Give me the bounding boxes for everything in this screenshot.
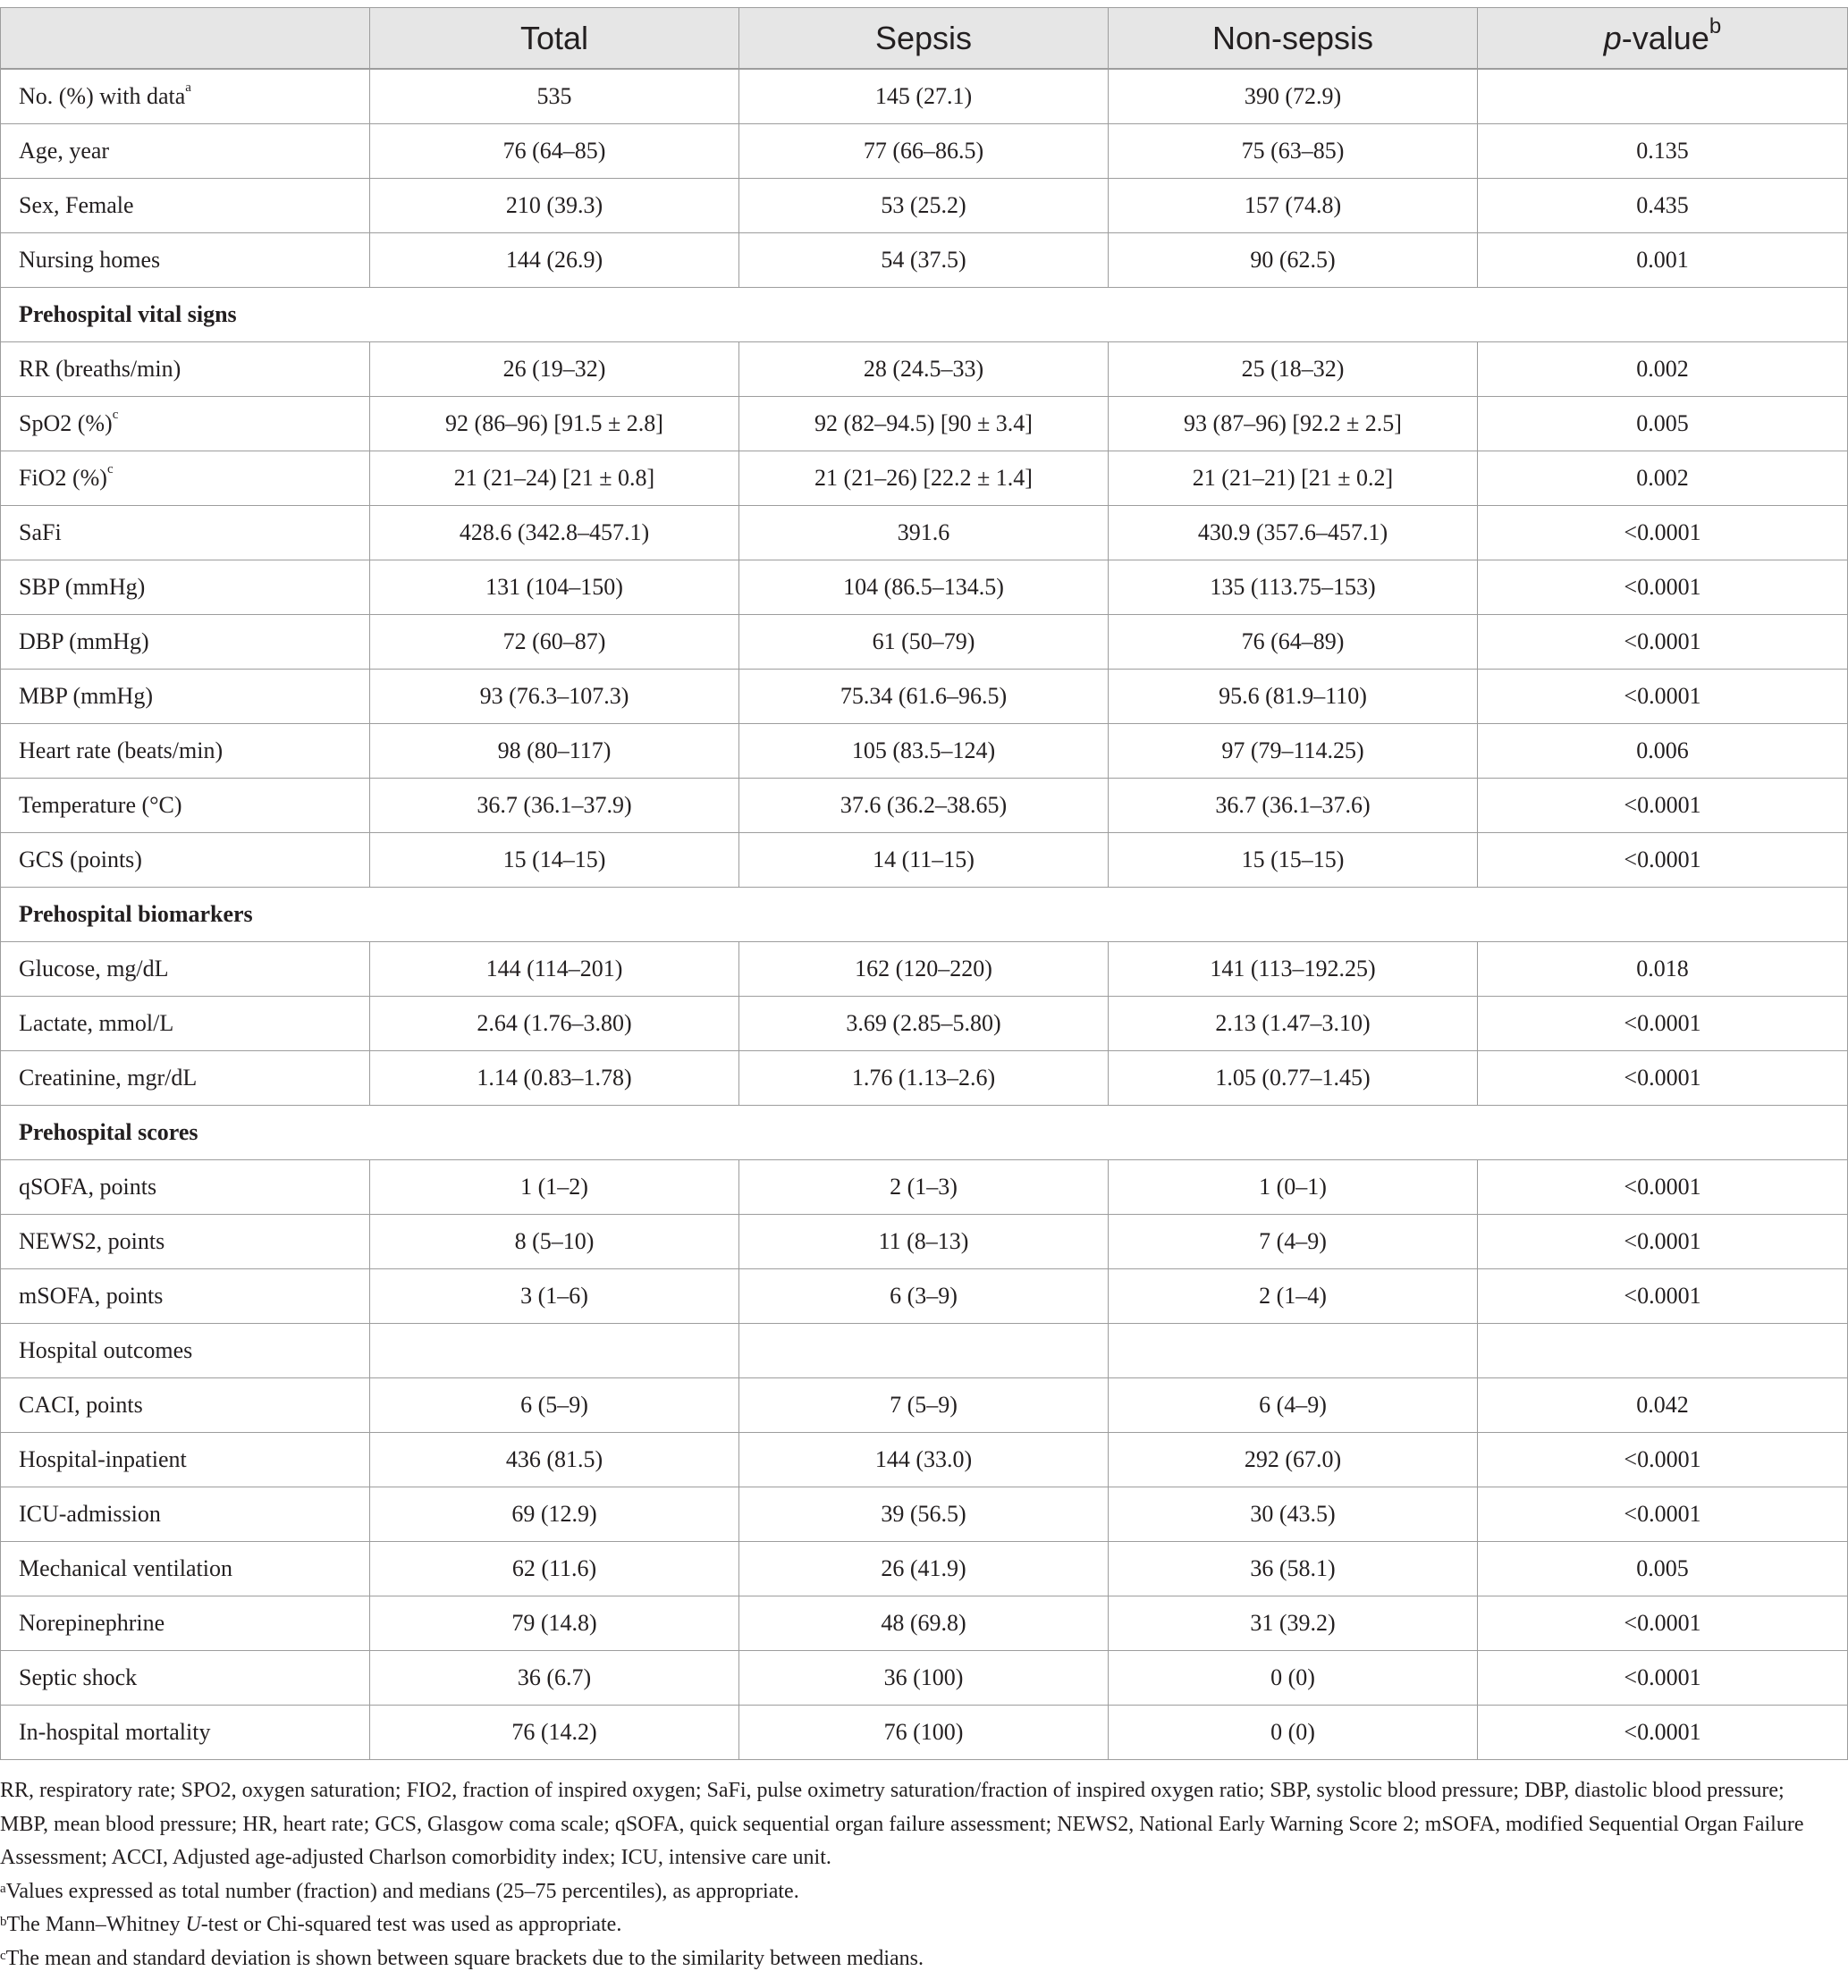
cell-total: 144 (26.9) (370, 233, 739, 288)
cell-non-sepsis: 2 (1–4) (1109, 1269, 1478, 1324)
table-row (1, 1269, 1848, 1324)
row-label-text: SaFi (19, 519, 62, 545)
cell-p-value: <0.0001 (1478, 1433, 1848, 1487)
cell-total: 8 (5–10) (370, 1215, 739, 1269)
cell-p-value: 0.005 (1478, 1542, 1848, 1596)
cell-non-sepsis: 36 (58.1) (1109, 1542, 1478, 1596)
cell-sepsis: 7 (5–9) (739, 1378, 1109, 1433)
cell-total: 79 (14.8) (370, 1596, 739, 1651)
cell-p-value: 0.135 (1478, 124, 1848, 179)
table-row (1, 1542, 1848, 1596)
row-label-text: Hospital outcomes (19, 1337, 193, 1363)
cell-p-value: <0.0001 (1478, 1706, 1848, 1760)
section-title: Prehospital biomarkers (1, 888, 1848, 942)
row-label-text: Age, year (19, 138, 110, 164)
cell-non-sepsis: 76 (64–89) (1109, 615, 1478, 670)
cell-total: 144 (114–201) (370, 942, 739, 997)
row-label (1, 1324, 370, 1378)
table-row (1, 670, 1848, 724)
cell-p-value: <0.0001 (1478, 1160, 1848, 1215)
row-label-text: Septic shock (19, 1664, 138, 1690)
cell-p-value: <0.0001 (1478, 1651, 1848, 1706)
table-body (1, 69, 1848, 1760)
cell-total: 92 (86–96) [91.5 ± 2.8] (370, 397, 739, 451)
cell-sepsis: 77 (66–86.5) (739, 124, 1109, 179)
cell-non-sepsis: 7 (4–9) (1109, 1215, 1478, 1269)
row-label-text: Norepinephrine (19, 1610, 165, 1636)
table-row (1, 342, 1848, 397)
cell-total: 36 (6.7) (370, 1651, 739, 1706)
header-non-sepsis: Non-sepsis (1109, 8, 1478, 70)
cell-total: 2.64 (1.76–3.80) (370, 997, 739, 1051)
row-label (1, 1651, 370, 1706)
cell-total (370, 1324, 739, 1378)
cell-non-sepsis: 15 (15–15) (1109, 833, 1478, 888)
cell-sepsis: 14 (11–15) (739, 833, 1109, 888)
cell-non-sepsis: 21 (21–21) [21 ± 0.2] (1109, 451, 1478, 506)
cell-total: 1.14 (0.83–1.78) (370, 1051, 739, 1106)
row-label (1, 670, 370, 724)
cell-total: 210 (39.3) (370, 179, 739, 233)
cell-total: 21 (21–24) [21 ± 0.8] (370, 451, 739, 506)
cell-p-value: <0.0001 (1478, 1051, 1848, 1106)
cell-sepsis: 53 (25.2) (739, 179, 1109, 233)
footnote-b-text-2: -test or Chi-squared test was used as appropriate. (200, 1913, 622, 1936)
row-label-text: NEWS2, points (19, 1228, 165, 1254)
table-row (1, 1160, 1848, 1215)
table-row (1, 1487, 1848, 1542)
row-label-text: Hospital-inpatient (19, 1446, 187, 1472)
table-row (1, 233, 1848, 288)
section-header-row (1, 1106, 1848, 1160)
table-row (1, 506, 1848, 560)
footnote-b-mark: b (0, 1915, 7, 1929)
cell-total: 3 (1–6) (370, 1269, 739, 1324)
cell-p-value: 0.006 (1478, 724, 1848, 779)
cell-sepsis: 75.34 (61.6–96.5) (739, 670, 1109, 724)
cell-non-sepsis: 135 (113.75–153) (1109, 560, 1478, 615)
cell-sepsis: 76 (100) (739, 1706, 1109, 1760)
row-label (1, 451, 370, 506)
section-title: Prehospital scores (1, 1106, 1848, 1160)
cell-p-value: 0.002 (1478, 451, 1848, 506)
row-label (1, 1160, 370, 1215)
row-label (1, 1487, 370, 1542)
row-label (1, 833, 370, 888)
cell-total: 131 (104–150) (370, 560, 739, 615)
cell-p-value: <0.0001 (1478, 670, 1848, 724)
row-label-text: No. (%) with data (19, 83, 186, 109)
footnote-abbreviations: RR, respiratory rate; SPO2, oxygen saturation; FIO2, fraction of inspired oxygen; SaFi, pulse oximetry saturation/fraction of inspired oxygen ratio; SBP, systolic blood pressure; DBP, diastolic blood pressure; MBP, mean blood pressure; HR, heart rate; GCS, Glasgow coma scale; qSOFA, quick sequential organ failure assessment; NEWS2, National Early Warning Score 2; mSOFA, modified Sequential Organ Failure Assessment; ACCI, Adjusted age-adjusted Charlson comorbidity index; ICU, intensive care unit. (0, 1779, 1804, 1869)
footnote-a-text: Values expressed as total number (fraction) and medians (25–75 percentiles), as appropriate. (5, 1879, 799, 1903)
table-row (1, 1596, 1848, 1651)
cell-non-sepsis (1109, 1324, 1478, 1378)
cell-p-value: <0.0001 (1478, 997, 1848, 1051)
cell-non-sepsis: 31 (39.2) (1109, 1596, 1478, 1651)
cell-total: 428.6 (342.8–457.1) (370, 506, 739, 560)
cell-non-sepsis: 36.7 (36.1–37.6) (1109, 779, 1478, 833)
row-label (1, 233, 370, 288)
row-label (1, 724, 370, 779)
table-row (1, 833, 1848, 888)
cell-sepsis: 2 (1–3) (739, 1160, 1109, 1215)
cell-total: 69 (12.9) (370, 1487, 739, 1542)
row-label (1, 124, 370, 179)
cell-p-value: <0.0001 (1478, 1596, 1848, 1651)
section-title: Prehospital vital signs (1, 288, 1848, 342)
cell-sepsis: 61 (50–79) (739, 615, 1109, 670)
cell-p-value: <0.0001 (1478, 779, 1848, 833)
footnote-c-text: The mean and standard deviation is shown between square brackets due to the similarity between medians. (5, 1946, 924, 1970)
cell-non-sepsis: 2.13 (1.47–3.10) (1109, 997, 1478, 1051)
cell-non-sepsis: 157 (74.8) (1109, 179, 1478, 233)
cell-non-sepsis: 0 (0) (1109, 1651, 1478, 1706)
row-label-text: MBP (mmHg) (19, 683, 153, 709)
row-label-text: SBP (mmHg) (19, 574, 146, 600)
cell-sepsis: 1.76 (1.13–2.6) (739, 1051, 1109, 1106)
header-p-italic: p (1603, 19, 1622, 56)
row-label-text: CACI, points (19, 1392, 143, 1418)
cell-total: 76 (14.2) (370, 1706, 739, 1760)
row-label-text: In-hospital mortality (19, 1719, 211, 1745)
row-label (1, 1433, 370, 1487)
cell-sepsis: 36 (100) (739, 1651, 1109, 1706)
row-label-text: Nursing homes (19, 247, 161, 273)
cell-sepsis (739, 1324, 1109, 1378)
row-label (1, 69, 370, 124)
header-row (1, 8, 1848, 70)
cell-p-value: <0.0001 (1478, 506, 1848, 560)
cell-non-sepsis: 430.9 (357.6–457.1) (1109, 506, 1478, 560)
cell-sepsis: 145 (27.1) (739, 69, 1109, 124)
cell-p-value (1478, 1324, 1848, 1378)
cell-sepsis: 92 (82–94.5) [90 ± 3.4] (739, 397, 1109, 451)
cell-sepsis: 48 (69.8) (739, 1596, 1109, 1651)
table-row (1, 69, 1848, 124)
row-label (1, 615, 370, 670)
cell-total: 98 (80–117) (370, 724, 739, 779)
row-label-text: Glucose, mg/dL (19, 956, 169, 981)
row-label-text: FiO2 (%) (19, 465, 107, 491)
cell-p-value: <0.0001 (1478, 560, 1848, 615)
cell-sepsis: 162 (120–220) (739, 942, 1109, 997)
section-header-row (1, 288, 1848, 342)
cell-total: 26 (19–32) (370, 342, 739, 397)
table-row (1, 942, 1848, 997)
table-row (1, 615, 1848, 670)
cell-p-value: 0.435 (1478, 179, 1848, 233)
table-row (1, 397, 1848, 451)
header-blank (1, 8, 370, 70)
row-label-footnote-mark: a (185, 80, 191, 95)
cell-p-value: <0.0001 (1478, 1487, 1848, 1542)
table-row (1, 1051, 1848, 1106)
cell-p-value: 0.001 (1478, 233, 1848, 288)
row-label (1, 942, 370, 997)
footnote-b (0, 1908, 1815, 1942)
table-row (1, 779, 1848, 833)
cell-sepsis: 104 (86.5–134.5) (739, 560, 1109, 615)
table-row (1, 560, 1848, 615)
cell-sepsis: 54 (37.5) (739, 233, 1109, 288)
row-label-footnote-mark: c (106, 462, 114, 476)
table-header (1, 8, 1848, 70)
row-label-text: Temperature (°C) (19, 792, 182, 818)
row-label (1, 1269, 370, 1324)
row-label (1, 560, 370, 615)
row-label (1, 1051, 370, 1106)
cell-total: 15 (14–15) (370, 833, 739, 888)
cell-p-value: 0.018 (1478, 942, 1848, 997)
row-label-text: Creatinine, mgr/dL (19, 1065, 198, 1091)
sepsis-comparison-table (0, 7, 1848, 1760)
footnote-a (0, 1875, 1815, 1909)
cell-non-sepsis: 93 (87–96) [92.2 ± 2.5] (1109, 397, 1478, 451)
row-label-text: Heart rate (beats/min) (19, 737, 224, 763)
data-table-container (0, 7, 1848, 1760)
row-label-text: GCS (points) (19, 847, 142, 872)
row-label (1, 779, 370, 833)
cell-non-sepsis: 1 (0–1) (1109, 1160, 1478, 1215)
row-label (1, 1378, 370, 1433)
cell-total: 6 (5–9) (370, 1378, 739, 1433)
cell-p-value: <0.0001 (1478, 1215, 1848, 1269)
row-label (1, 1596, 370, 1651)
row-label-text: ICU-admission (19, 1501, 161, 1527)
row-label (1, 997, 370, 1051)
row-label-text: mSOFA, points (19, 1283, 164, 1309)
cell-total: 436 (81.5) (370, 1433, 739, 1487)
table-row (1, 724, 1848, 779)
row-label (1, 342, 370, 397)
cell-total: 93 (76.3–107.3) (370, 670, 739, 724)
footnote-b-text-italic: U (185, 1913, 201, 1936)
row-label (1, 397, 370, 451)
cell-sepsis: 11 (8–13) (739, 1215, 1109, 1269)
row-label-text: RR (breaths/min) (19, 356, 181, 382)
table-row (1, 1215, 1848, 1269)
cell-non-sepsis: 97 (79–114.25) (1109, 724, 1478, 779)
cell-total: 36.7 (36.1–37.9) (370, 779, 739, 833)
cell-p-value: <0.0001 (1478, 1269, 1848, 1324)
table-row (1, 124, 1848, 179)
cell-non-sepsis: 292 (67.0) (1109, 1433, 1478, 1487)
cell-sepsis: 37.6 (36.2–38.65) (739, 779, 1109, 833)
row-label-text: DBP (mmHg) (19, 628, 149, 654)
row-label (1, 506, 370, 560)
row-label-text: Sex, Female (19, 192, 134, 218)
cell-sepsis: 21 (21–26) [22.2 ± 1.4] (739, 451, 1109, 506)
row-label (1, 1215, 370, 1269)
cell-sepsis: 105 (83.5–124) (739, 724, 1109, 779)
cell-sepsis: 3.69 (2.85–5.80) (739, 997, 1109, 1051)
cell-p-value: 0.042 (1478, 1378, 1848, 1433)
cell-non-sepsis: 90 (62.5) (1109, 233, 1478, 288)
cell-total: 76 (64–85) (370, 124, 739, 179)
cell-non-sepsis: 95.6 (81.9–110) (1109, 670, 1478, 724)
cell-sepsis: 391.6 (739, 506, 1109, 560)
cell-p-value (1478, 69, 1848, 124)
header-p-footnote-mark: b (1709, 13, 1722, 38)
header-total: Total (370, 8, 739, 70)
row-label (1, 1542, 370, 1596)
cell-sepsis: 26 (41.9) (739, 1542, 1109, 1596)
footnote-c-mark: c (0, 1948, 6, 1963)
cell-total: 72 (60–87) (370, 615, 739, 670)
table-row (1, 1324, 1848, 1378)
row-label-text: Mechanical ventilation (19, 1555, 232, 1581)
row-label-text: Lactate, mmol/L (19, 1010, 174, 1036)
table-row (1, 1651, 1848, 1706)
cell-sepsis: 6 (3–9) (739, 1269, 1109, 1324)
table-footnotes (0, 1774, 1815, 1975)
cell-sepsis: 144 (33.0) (739, 1433, 1109, 1487)
row-label (1, 179, 370, 233)
row-label-text: qSOFA, points (19, 1174, 157, 1200)
footnote-b-text-1: The Mann–Whitney (6, 1913, 186, 1936)
cell-non-sepsis: 0 (0) (1109, 1706, 1478, 1760)
cell-p-value: <0.0001 (1478, 833, 1848, 888)
table-row (1, 451, 1848, 506)
cell-p-value: 0.005 (1478, 397, 1848, 451)
row-label-text: SpO2 (%) (19, 410, 113, 436)
cell-total: 62 (11.6) (370, 1542, 739, 1596)
cell-non-sepsis: 390 (72.9) (1109, 69, 1478, 124)
cell-non-sepsis: 30 (43.5) (1109, 1487, 1478, 1542)
row-label-footnote-mark: c (112, 408, 119, 422)
table-row (1, 1706, 1848, 1760)
footnote-c (0, 1942, 1815, 1976)
header-p-value (1478, 8, 1848, 70)
header-p-rest: -value (1621, 19, 1709, 56)
cell-non-sepsis: 141 (113–192.25) (1109, 942, 1478, 997)
table-row (1, 179, 1848, 233)
cell-total: 535 (370, 69, 739, 124)
footnote-a-mark: a (0, 1881, 6, 1896)
cell-total: 1 (1–2) (370, 1160, 739, 1215)
row-label (1, 1706, 370, 1760)
cell-non-sepsis: 1.05 (0.77–1.45) (1109, 1051, 1478, 1106)
header-sepsis: Sepsis (739, 8, 1109, 70)
cell-non-sepsis: 6 (4–9) (1109, 1378, 1478, 1433)
table-row (1, 997, 1848, 1051)
cell-p-value: <0.0001 (1478, 615, 1848, 670)
table-row (1, 1378, 1848, 1433)
section-header-row (1, 888, 1848, 942)
cell-p-value: 0.002 (1478, 342, 1848, 397)
cell-non-sepsis: 75 (63–85) (1109, 124, 1478, 179)
table-row (1, 1433, 1848, 1487)
cell-sepsis: 28 (24.5–33) (739, 342, 1109, 397)
cell-sepsis: 39 (56.5) (739, 1487, 1109, 1542)
cell-non-sepsis: 25 (18–32) (1109, 342, 1478, 397)
